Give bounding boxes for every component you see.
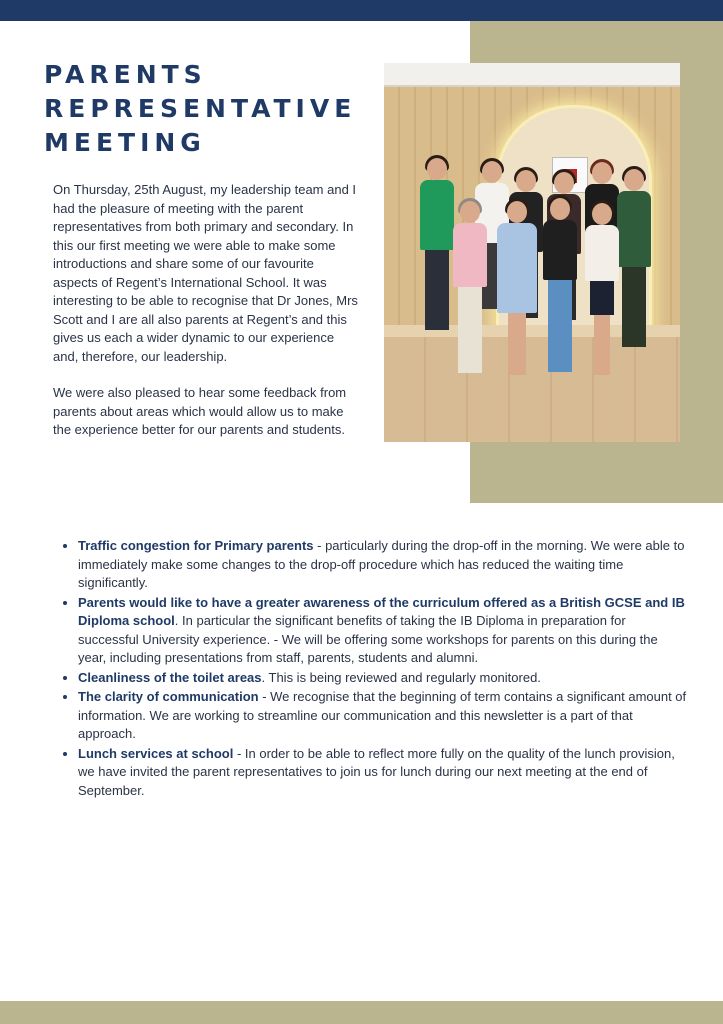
bullet-heading: Lunch services at school xyxy=(78,745,234,761)
person xyxy=(580,203,624,383)
group-photo xyxy=(384,63,680,442)
top-accent-bar xyxy=(0,0,723,21)
person xyxy=(538,198,582,378)
bullet-heading: Parents would like to have a greater awareness of the curriculum offered as a British GCSE and IB Diploma school xyxy=(78,594,685,628)
person xyxy=(448,201,492,381)
intro-paragraph: On Thursday, 25th August, my leadership team and I had the pleasure of meeting with the parent representatives from both primary and secondary. In this our first meeting we were able to make some introductions and share some of our favourite aspects of Regent’s International School. It was interesting to be able to recognise that Dr Jones, Mrs Scott and I are all also parents at Regent’s and this gives us each a wider dynamic to our experience and, therefore, our leadership. xyxy=(53,182,358,364)
list-item xyxy=(78,745,688,801)
title-line: MEETING xyxy=(44,128,206,157)
feedback-list xyxy=(60,537,688,801)
person xyxy=(494,201,540,381)
bullet-text: - We recognise that the beginning of term contains a significant amount of information. We are working to streamline our communication and this newsletter is a part of that approach. xyxy=(78,689,687,741)
bullet-text: - particularly during the drop-off in the morning. We were able to immediately make some changes to the drop-off procedure which has reduced the waiting time significantly. xyxy=(78,538,685,590)
intro-paragraph: We were also pleased to hear some feedback from parents about areas which would allow us to make the experience better for our parents and students. xyxy=(53,385,347,437)
list-item xyxy=(78,594,688,668)
bullet-text: . In particular the significant benefits of taking the IB Diploma in preparation for successful University experience. - We will be offering some workshops for parents on this during the year, including presentations from staff, parents, students and alumni. xyxy=(78,613,658,665)
title-line: PARENTS xyxy=(44,60,207,89)
list-item xyxy=(78,537,688,593)
bullet-text: - In order to be able to reflect more fully on the quality of the lunch provision, we have invited the parent representatives to join us for lunch during our next meeting at the end of September. xyxy=(78,745,675,798)
bullet-text: . This is being reviewed and regularly monitored. xyxy=(261,669,541,685)
list-item xyxy=(78,688,688,744)
photo-ceiling xyxy=(384,63,680,87)
bullet-heading: Cleanliness of the toilet areas xyxy=(78,669,262,685)
title-line: REPRESENTATIVE xyxy=(44,94,357,123)
bullet-heading: Traffic congestion for Primary parents xyxy=(78,538,314,553)
page-title xyxy=(44,58,374,160)
list-item xyxy=(78,669,688,688)
intro-text xyxy=(53,181,358,440)
bullet-heading: The clarity of communication xyxy=(78,689,259,704)
bottom-accent-bar xyxy=(0,1001,723,1024)
